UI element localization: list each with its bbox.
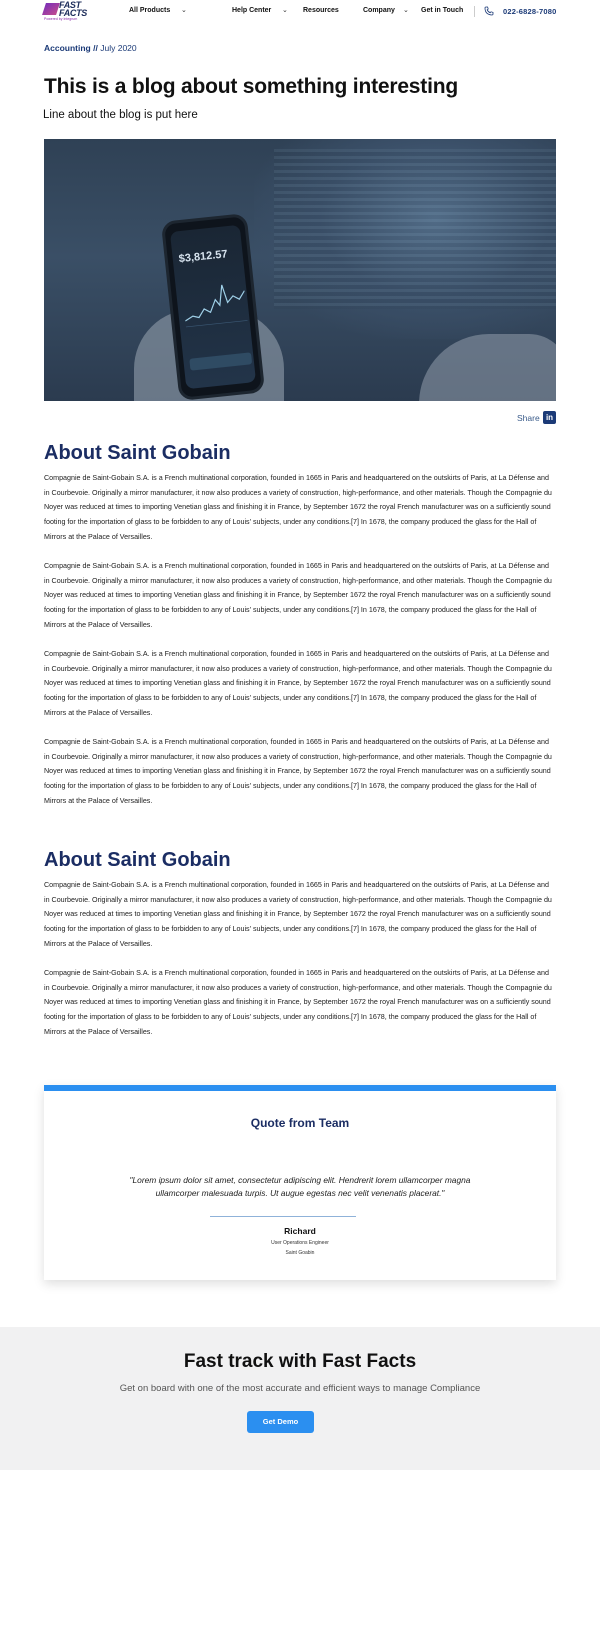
linkedin-icon[interactable]: in [543, 411, 556, 424]
breadcrumb-category[interactable]: Accounting [44, 43, 91, 53]
team-quote-card [44, 1085, 556, 1280]
top-nav [0, 0, 600, 24]
quote-author-company: Saint Goabin [285, 1250, 315, 1256]
fast-facts-logo[interactable] [44, 1, 88, 23]
breadcrumb-separator: // [93, 43, 98, 53]
cta-title: Fast track with Fast Facts [183, 1351, 417, 1372]
nav-get-in-touch[interactable]: Get in Touch [421, 7, 464, 14]
section-paragraph: Compagnie de Saint-Gobain S.A. is a French multinational corporation, founded in 1665 in Paris and headquartered on the outskirts of Paris, at La Défense and in Courbevoie. Originally a mirror manufacturer, it now also produces a variety of construction, high-performance, and other materials. Though the Compagnie du Noyer was reduced at times to importing Venetian glass and finishing it in France, by September 1672 the royal French manufacturer was on a sufficiently sound footing for the importation of glass to be forbidden to any of Louis' subjects, under any conditions.[7] In 1678, the company produced the glass for the Hall of Mirrors at the Palace of Versailles. [44, 881, 552, 948]
chevron-down-icon[interactable]: ⌄ [282, 7, 288, 14]
section-paragraph: Compagnie de Saint-Gobain S.A. is a French multinational corporation, founded in 1665 in Paris and headquartered on the outskirts of Paris, at La Défense and in Courbevoie. Originally a mirror manufacturer, it now also produces a variety of construction, high-performance, and other materials. Though the Compagnie du Noyer was reduced at times to importing Venetian glass and finishing it in France, by September 1672 the royal French manufacturer was on a sufficiently sound footing for the importation of glass to be forbidden to any of Louis' subjects, under any conditions.[7] In 1678, the company produced the glass for the Hall of Mirrors at the Palace of Versailles. [44, 650, 552, 717]
nav-divider [474, 6, 475, 17]
laptop-screen-image [274, 149, 556, 309]
share-label: Share [517, 413, 540, 423]
cta-subtitle: Get on board with one of the most accurate and efficient ways to manage Compliance [119, 1383, 481, 1394]
quote-divider [210, 1216, 356, 1217]
breadcrumb [44, 43, 137, 53]
page-title: This is a blog about something interesting [44, 75, 458, 98]
section-paragraph: Compagnie de Saint-Gobain S.A. is a French multinational corporation, founded in 1665 in Paris and headquartered on the outskirts of Paris, at La Défense and in Courbevoie. Originally a mirror manufacturer, it now also produces a variety of construction, high-performance, and other materials. Though the Compagnie du Noyer was reduced at times to importing Venetian glass and finishing it in France, by September 1672 the royal French manufacturer was on a sufficiently sound footing for the importation of glass to be forbidden to any of Louis' subjects, under any conditions.[7] In 1678, the company produced the glass for the Hall of Mirrors at the Palace of Versailles. [44, 474, 552, 541]
nav-all-products[interactable]: All Products [129, 7, 171, 14]
quote-author-name: Richard [284, 1226, 316, 1236]
hero-image [44, 139, 556, 401]
quote-text: "Lorem ipsum dolor sit amet, consectetur adipiscing elit. Hendrerit lorem ullamcorper magna ullamcorper malesuada turpis. Ut augue egestas nec velit venenatis placerat." [129, 1175, 471, 1198]
section-paragraph: Compagnie de Saint-Gobain S.A. is a French multinational corporation, founded in 1665 in Paris and headquartered on the outskirts of Paris, at La Défense and in Courbevoie. Originally a mirror manufacturer, it now also produces a variety of construction, high-performance, and other materials. Though the Compagnie du Noyer was reduced at times to importing Venetian glass and finishing it in France, by September 1672 the royal French manufacturer was on a sufficiently sound footing for the importation of glass to be forbidden to any of Louis' subjects, under any conditions.[7] In 1678, the company produced the glass for the Hall of Mirrors at the Palace of Versailles. [44, 969, 552, 1036]
quote-author-role: User Operations Engineer [271, 1240, 329, 1246]
phone-number[interactable]: 022-6828-7080 [503, 7, 557, 16]
breadcrumb-date: July 2020 [100, 43, 137, 53]
section-paragraph: Compagnie de Saint-Gobain S.A. is a French multinational corporation, founded in 1665 in Paris and headquartered on the outskirts of Paris, at La Défense and in Courbevoie. Originally a mirror manufacturer, it now also produces a variety of construction, high-performance, and other materials. Though the Compagnie du Noyer was reduced at times to importing Venetian glass and finishing it in France, by September 1672 the royal French manufacturer was on a sufficiently sound footing for the importation of glass to be forbidden to any of Louis' subjects, under any conditions.[7] In 1678, the company produced the glass for the Hall of Mirrors at the Palace of Versailles. [44, 738, 552, 805]
logo-powered-by: Powered by Integrum [44, 17, 78, 21]
chevron-down-icon[interactable]: ⌄ [181, 7, 187, 14]
smartphone-image [161, 213, 265, 401]
page-subtitle: Line about the blog is put here [43, 109, 198, 121]
section-heading: About Saint Gobain [44, 849, 231, 871]
phone-icon [484, 6, 494, 16]
logo-wordmark: FAST FACTS [59, 0, 88, 18]
phone-amount: $3,812.57 [178, 248, 229, 266]
section-heading: About Saint Gobain [44, 442, 231, 464]
nav-help-center[interactable]: Help Center [232, 7, 272, 14]
chevron-down-icon[interactable]: ⌄ [403, 7, 409, 14]
nav-company[interactable]: Company [363, 7, 395, 14]
get-demo-button[interactable]: Get Demo [247, 1411, 314, 1433]
cta-banner [0, 1327, 600, 1470]
logo-mark-icon [42, 3, 60, 15]
section-paragraph: Compagnie de Saint-Gobain S.A. is a French multinational corporation, founded in 1665 in Paris and headquartered on the outskirts of Paris, at La Défense and in Courbevoie. Originally a mirror manufacturer, it now also produces a variety of construction, high-performance, and other materials. Though the Compagnie du Noyer was reduced at times to importing Venetian glass and finishing it in France, by September 1672 the royal French manufacturer was on a sufficiently sound footing for the importation of glass to be forbidden to any of Louis' subjects, under any conditions.[7] In 1678, the company produced the glass for the Hall of Mirrors at the Palace of Versailles. [44, 562, 552, 629]
stock-chart-icon [181, 275, 248, 331]
quote-title: Quote from Team [250, 1116, 350, 1130]
nav-resources[interactable]: Resources [303, 7, 339, 14]
